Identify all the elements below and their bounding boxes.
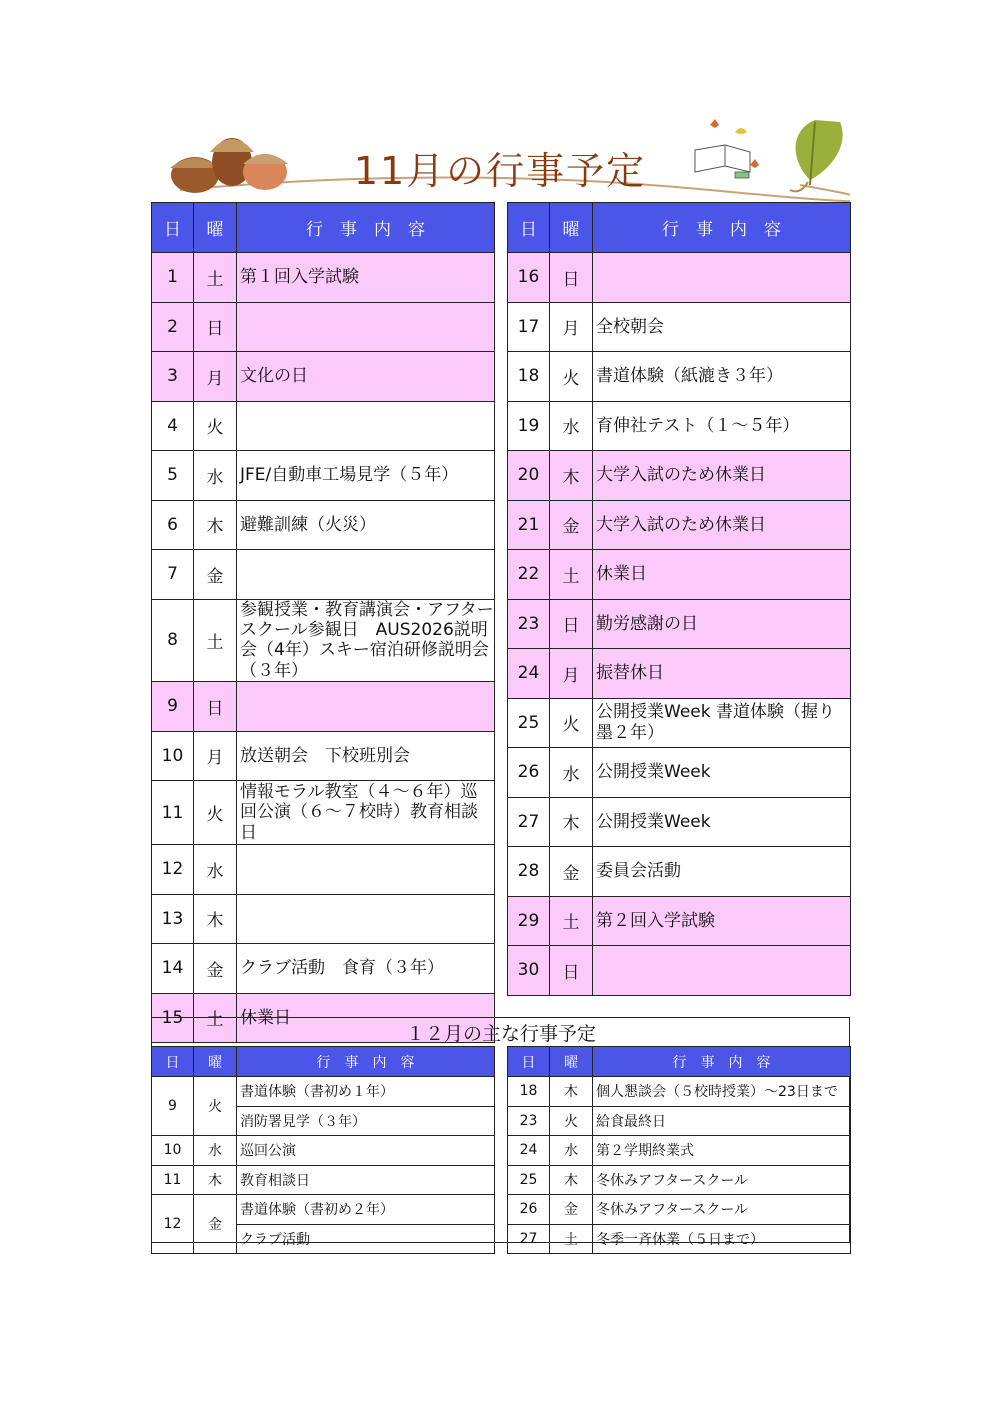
weekday-cell: 月 — [550, 649, 593, 699]
event-cell — [237, 302, 495, 352]
table-row — [152, 1136, 495, 1166]
header-weekday: 曜 — [194, 1047, 237, 1077]
header-day: 日 — [508, 1047, 550, 1077]
day-cell: 13 — [152, 894, 194, 944]
header-event: 行 事 内 容 — [237, 203, 495, 253]
day-cell: 21 — [508, 500, 550, 550]
day-cell: 23 — [508, 1106, 550, 1136]
table-row — [508, 1195, 851, 1225]
event-cell: クラブ活動 — [237, 1224, 495, 1254]
day-cell: 28 — [508, 847, 550, 897]
table-row — [152, 781, 495, 845]
header-day: 日 — [508, 203, 550, 253]
event-cell: 放送朝会 下校班別会 — [237, 731, 495, 781]
weekday-cell: 水 — [550, 748, 593, 798]
day-cell: 6 — [152, 500, 194, 550]
day-cell: 9 — [152, 1077, 194, 1136]
weekday-cell: 木 — [550, 1077, 593, 1107]
table-row — [152, 1077, 495, 1107]
event-cell — [237, 550, 495, 600]
event-cell: 冬休みアフタースクール — [593, 1195, 851, 1225]
weekday-cell: 土 — [550, 896, 593, 946]
weekday-cell: 火 — [194, 401, 237, 451]
table-row — [508, 896, 851, 946]
event-cell — [237, 682, 495, 732]
day-cell: 11 — [152, 1165, 194, 1195]
event-cell: 振替休日 — [593, 649, 851, 699]
weekday-cell: 日 — [550, 946, 593, 996]
table-row — [508, 1136, 851, 1166]
event-cell: 大学入試のため休業日 — [593, 451, 851, 501]
weekday-cell: 火 — [550, 1106, 593, 1136]
table-row — [508, 352, 851, 402]
table-row — [508, 649, 851, 699]
day-cell: 25 — [508, 698, 550, 748]
weekday-cell: 土 — [550, 1224, 593, 1254]
weekday-cell: 木 — [550, 451, 593, 501]
header-day: 日 — [152, 1047, 194, 1077]
event-cell: 大学入試のため休業日 — [593, 500, 851, 550]
event-cell: 委員会活動 — [593, 847, 851, 897]
header-event: 行 事 内 容 — [237, 1047, 495, 1077]
event-cell — [237, 845, 495, 895]
weekday-cell: 金 — [194, 1195, 237, 1254]
day-cell: 11 — [152, 781, 194, 845]
day-cell: 25 — [508, 1165, 550, 1195]
event-cell: 参観授業・教育講演会・アフタースクール参観日 AUS2026説明会（4年）スキー宿泊研修説明会（３年） — [237, 599, 495, 682]
event-cell: 教育相談日 — [237, 1165, 495, 1195]
weekday-cell: 金 — [194, 550, 237, 600]
table-row — [508, 1165, 851, 1195]
page-title: 11月の行事予定 — [353, 149, 647, 193]
event-cell: 文化の日 — [237, 352, 495, 402]
day-cell: 27 — [508, 797, 550, 847]
table-row — [508, 599, 851, 649]
event-cell: クラブ活動 食育（３年） — [237, 944, 495, 994]
day-cell: 24 — [508, 1136, 550, 1166]
day-cell: 30 — [508, 946, 550, 996]
weekday-cell: 月 — [194, 352, 237, 402]
table-row — [508, 500, 851, 550]
weekday-cell: 金 — [550, 1195, 593, 1225]
event-cell: 給食最終日 — [593, 1106, 851, 1136]
table-row — [152, 253, 495, 303]
event-cell: 書道体験（紙漉き３年） — [593, 352, 851, 402]
table-row — [152, 550, 495, 600]
weekday-cell: 水 — [550, 401, 593, 451]
weekday-cell: 日 — [550, 599, 593, 649]
day-cell: 18 — [508, 352, 550, 402]
weekday-cell: 金 — [550, 847, 593, 897]
event-cell: 情報モラル教室（４～６年）巡回公演（６～７校時）教育相談日 — [237, 781, 495, 845]
table-row — [508, 1224, 851, 1254]
day-cell: 10 — [152, 731, 194, 781]
weekday-cell: 金 — [194, 944, 237, 994]
table-row — [508, 1077, 851, 1107]
table-row — [152, 944, 495, 994]
table-row — [152, 352, 495, 402]
day-cell: 15 — [152, 993, 194, 1043]
table-row — [152, 401, 495, 451]
weekday-cell: 土 — [194, 599, 237, 682]
event-cell: 公開授業Week 書道体験（握り墨２年） — [593, 698, 851, 748]
table-header-row — [152, 203, 495, 253]
header-weekday: 曜 — [194, 203, 237, 253]
header-weekday: 曜 — [550, 1047, 593, 1077]
day-cell: 12 — [152, 1195, 194, 1254]
table-header-row — [152, 1047, 495, 1077]
day-cell: 26 — [508, 748, 550, 798]
day-cell: 29 — [508, 896, 550, 946]
table-row — [152, 731, 495, 781]
weekday-cell: 月 — [194, 731, 237, 781]
weekday-cell: 火 — [194, 1077, 237, 1136]
table-row — [152, 682, 495, 732]
weekday-cell: 日 — [194, 682, 237, 732]
table-row — [508, 797, 851, 847]
table-row — [508, 401, 851, 451]
day-cell: 19 — [508, 401, 550, 451]
weekday-cell: 水 — [194, 845, 237, 895]
weekday-cell: 水 — [194, 451, 237, 501]
december-table-left — [151, 1046, 495, 1254]
weekday-cell: 木 — [194, 1165, 237, 1195]
table-row — [508, 451, 851, 501]
weekday-cell: 木 — [194, 500, 237, 550]
day-cell: 4 — [152, 401, 194, 451]
table-row — [508, 748, 851, 798]
title-area — [150, 110, 850, 205]
day-cell: 7 — [152, 550, 194, 600]
weekday-cell: 木 — [194, 894, 237, 944]
december-table-right — [507, 1046, 851, 1254]
table-row — [152, 845, 495, 895]
event-cell — [237, 401, 495, 451]
event-cell: 避難訓練（火災） — [237, 500, 495, 550]
event-cell: 巡回公演 — [237, 1136, 495, 1166]
day-cell: 2 — [152, 302, 194, 352]
weekday-cell: 金 — [550, 500, 593, 550]
day-cell: 3 — [152, 352, 194, 402]
december-title: １２月の主な行事予定 — [405, 1023, 596, 1045]
event-cell: 休業日 — [593, 550, 851, 600]
weekday-cell: 土 — [550, 550, 593, 600]
table-row — [508, 847, 851, 897]
weekday-cell: 火 — [550, 352, 593, 402]
weekday-cell: 日 — [550, 253, 593, 303]
event-cell: 冬休みアフタースクール — [593, 1165, 851, 1195]
event-cell: 個人懇談会（５校時授業）～23日まで — [593, 1077, 851, 1107]
table-row — [152, 599, 495, 682]
weekday-cell: 木 — [550, 1165, 593, 1195]
day-cell: 12 — [152, 845, 194, 895]
table-row — [508, 1106, 851, 1136]
event-cell: JFE/自動車工場見学（５年） — [237, 451, 495, 501]
table-row — [152, 451, 495, 501]
table-row — [508, 253, 851, 303]
header-weekday: 曜 — [550, 203, 593, 253]
table-row — [508, 550, 851, 600]
table-row — [152, 1195, 495, 1225]
event-cell: 書道体験（書初め２年） — [237, 1195, 495, 1225]
event-cell: 育伸社テスト（１～５年） — [593, 401, 851, 451]
day-cell: 8 — [152, 599, 194, 682]
table-row — [508, 302, 851, 352]
event-cell — [237, 894, 495, 944]
day-cell: 1 — [152, 253, 194, 303]
event-cell: 冬季一斉休業（５日まで） — [593, 1224, 851, 1254]
weekday-cell: 土 — [194, 993, 237, 1043]
event-cell: 第１回入学試験 — [237, 253, 495, 303]
weekday-cell: 火 — [194, 781, 237, 845]
table-row — [152, 894, 495, 944]
november-table-right — [507, 202, 851, 996]
event-cell: 消防署見学（３年） — [237, 1106, 495, 1136]
day-cell: 18 — [508, 1077, 550, 1107]
day-cell: 17 — [508, 302, 550, 352]
weekday-cell: 水 — [194, 1136, 237, 1166]
day-cell: 22 — [508, 550, 550, 600]
weekday-cell: 火 — [550, 698, 593, 748]
header-event: 行 事 内 容 — [593, 203, 851, 253]
day-cell: 20 — [508, 451, 550, 501]
day-cell: 24 — [508, 649, 550, 699]
weekday-cell: 土 — [194, 253, 237, 303]
event-cell: 休業日 — [237, 993, 495, 1043]
event-cell: 第２学期終業式 — [593, 1136, 851, 1166]
table-row — [152, 302, 495, 352]
event-cell — [593, 946, 851, 996]
day-cell: 27 — [508, 1224, 550, 1254]
event-cell: 公開授業Week — [593, 797, 851, 847]
event-cell: 勤労感謝の日 — [593, 599, 851, 649]
event-cell: 公開授業Week — [593, 748, 851, 798]
day-cell: 5 — [152, 451, 194, 501]
day-cell: 10 — [152, 1136, 194, 1166]
day-cell: 9 — [152, 682, 194, 732]
header-day: 日 — [152, 203, 194, 253]
day-cell: 14 — [152, 944, 194, 994]
day-cell: 26 — [508, 1195, 550, 1225]
table-row — [152, 1165, 495, 1195]
header-event: 行 事 内 容 — [593, 1047, 851, 1077]
event-cell: 書道体験（書初め１年） — [237, 1077, 495, 1107]
weekday-cell: 月 — [550, 302, 593, 352]
table-row — [508, 698, 851, 748]
event-cell: 第２回入学試験 — [593, 896, 851, 946]
table-header-row — [508, 203, 851, 253]
table-row — [508, 946, 851, 996]
day-cell: 16 — [508, 253, 550, 303]
table-row — [152, 500, 495, 550]
table-header-row — [508, 1047, 851, 1077]
day-cell: 23 — [508, 599, 550, 649]
event-cell: 全校朝会 — [593, 302, 851, 352]
event-cell — [593, 253, 851, 303]
weekday-cell: 木 — [550, 797, 593, 847]
weekday-cell: 日 — [194, 302, 237, 352]
november-table-left — [151, 202, 495, 1043]
weekday-cell: 水 — [550, 1136, 593, 1166]
